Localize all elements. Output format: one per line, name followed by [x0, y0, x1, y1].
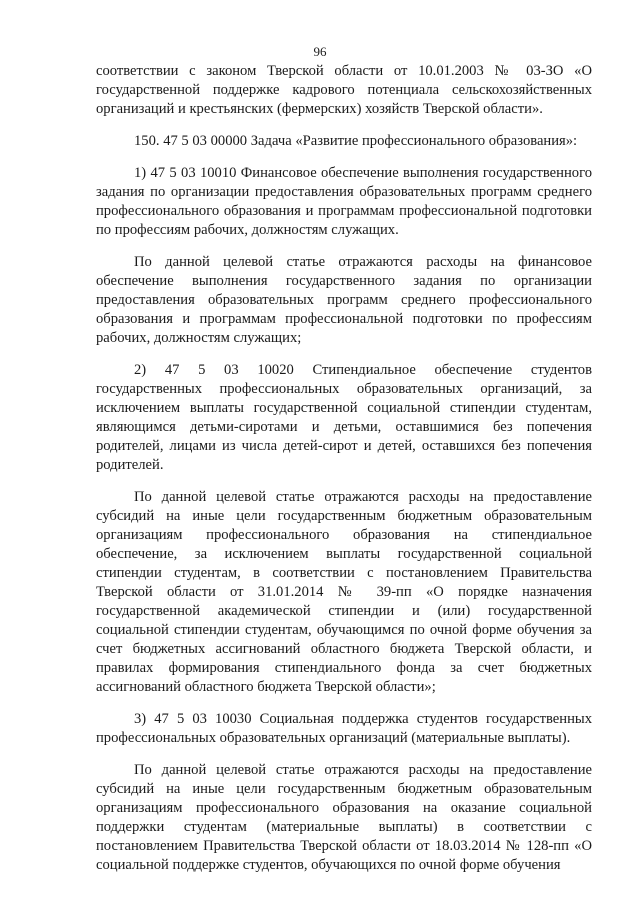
paragraph-item-150: 150. 47 5 03 00000 Задача «Развитие профессионального образования»:	[134, 133, 578, 149]
paragraph-intro-continuation: соответствии с законом Тверской области от 10.01.2003 № 03-ЗО «О государственной поддержке кадрового потенциала сельскохозяйственных организаций и крестьянских (фермерских) хозяйств Тверской области».	[96, 63, 592, 117]
paragraph-subitem-3-description: По данной целевой статье отражаются расходы на предоставление субсидий на иные цели государственным бюджетным образовательным организациям профессионального образования на оказание социальной поддержки студентам (материальные выплаты) в соответствии с постановлением Правительства Тверской области от 18.03.2014 № 128-пп «О социальной поддержке студентов, обучающихся по очной форме обучения	[96, 762, 592, 873]
document-body	[96, 62, 592, 888]
paragraph-subitem-1: 1) 47 5 03 10010 Финансовое обеспечение выполнения государственного задания по организации предоставления образовательных программ среднего профессионального образования и программам профессиональной подготовки по профессиям рабочих, должностям служащих.	[96, 165, 592, 238]
paragraph-subitem-1-description: По данной целевой статье отражаются расходы на финансовое обеспечение выполнения государственного задания по организации предоставления образовательных программ среднего профессионального образования и программам профессиональной подготовки по профессиям рабочих, должностям служащих;	[96, 254, 592, 346]
paragraph-subitem-2-description: По данной целевой статье отражаются расходы на предоставление субсидий на иные цели государственным бюджетным образовательным организациям профессионального образования на стипендиальное обеспечение, за исключением выплаты государственной социальной стипендии студентам, в соответствии с постановлением Правительства Тверской области от 31.01.2014 № 39-пп «О порядке назначения государственной академической стипендии и (или) государственной социальной стипендии студентам, обучающимся по очной форме обучения за счет бюджетных ассигнований областного бюджета Тверской области, и правилах формирования стипендиального фонда за счет бюджетных ассигнований областного бюджета Тверской области»;	[96, 489, 592, 695]
paragraph-subitem-3: 3) 47 5 03 10030 Социальная поддержка студентов государственных профессиональных образовательных организаций (материальные выплаты).	[96, 711, 592, 746]
page-number: 96	[313, 44, 327, 59]
paragraph-subitem-2: 2) 47 5 03 10020 Стипендиальное обеспечение студентов государственных профессиональных образовательных организаций, за исключением выплаты государственной социальной стипендии студентам, являющимся детьми-сиротами и детьми, оставшимися без попечения родителей, лицами из числа детей-сирот и детей, оставшихся без попечения родителей.	[96, 362, 592, 473]
